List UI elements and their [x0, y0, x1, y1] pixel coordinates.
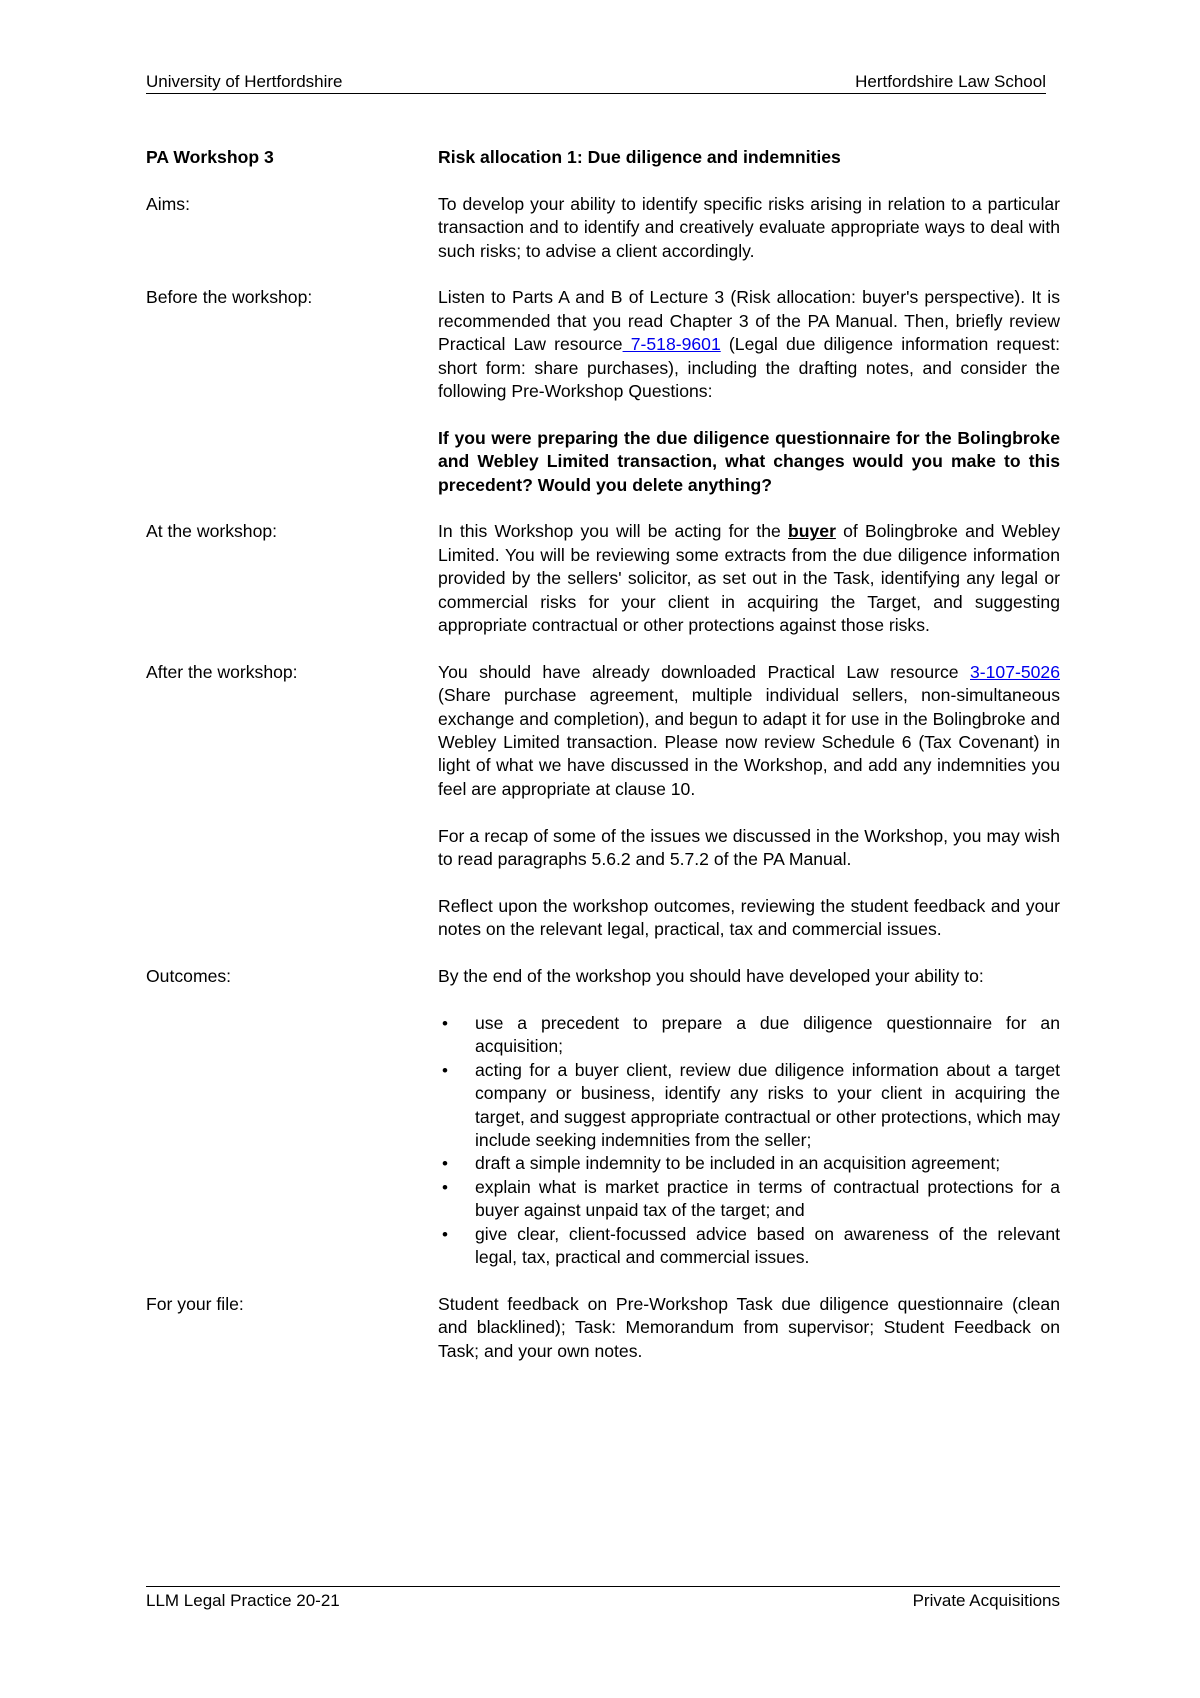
outcomes-intro: By the end of the workshop you should have developed your ability to: — [438, 966, 984, 987]
before-label: Before the workshop: — [146, 287, 313, 308]
outcomes-list — [438, 1012, 1060, 1269]
list-item: • draft a simple indemnity to be included in an acquisition agreement; — [438, 1152, 1060, 1175]
after-label: After the workshop: — [146, 661, 298, 682]
document-body — [146, 146, 1060, 1363]
aims-label: Aims: — [146, 193, 190, 214]
footer-left: LLM Legal Practice 20-21 — [146, 1591, 340, 1610]
aims-row — [146, 193, 1060, 263]
list-item: • give clear, client-focussed advice based on awareness of the relevant legal, tax, practical and commercial issues. — [438, 1223, 1060, 1270]
workshop-label: PA Workshop 3 — [146, 147, 274, 167]
outcomes-content — [438, 965, 1060, 1269]
bullet: • — [442, 1060, 448, 1080]
title-row — [146, 146, 1060, 169]
before-content — [438, 286, 1060, 497]
workshop-heading: Risk allocation 1: Due diligence and indemnities — [438, 147, 841, 167]
at-label: At the workshop: — [146, 521, 278, 542]
at-row — [146, 520, 1060, 637]
list-item: • use a precedent to prepare a due diligence questionnaire for an acquisition; — [438, 1012, 1060, 1059]
after-paragraph: You should have already downloaded Practical Law resource 3-107-5026 (Share purchase agreement, multiple individual sellers, non-simultaneous exchange and completion), and begun to adapt it for use in the Bolingbroke and Webley Limited transaction. Please now review Schedule 6 (Tax Covenant) in light of what we have discussed in the Workshop, and add any indemnities you feel are appropriate at clause 10. — [438, 661, 1060, 799]
pre-workshop-question: If you were preparing the due diligence questionnaire for the Bolingbroke and Webley Limited transaction, what changes would you make to this precedent? Would you delete anything? — [438, 427, 1060, 495]
aims-text: To develop your ability to identify specific risks arising in relation to a particular transaction and to identify and creatively evaluate appropriate ways to deal with such risks; to advise a client accordingly. — [438, 193, 1060, 261]
outcomes-label: Outcomes: — [146, 966, 232, 987]
bullet: • — [442, 1154, 448, 1174]
bullet: • — [442, 1224, 448, 1244]
at-paragraph: In this Workshop you will be acting for the buyer of Bolingbroke and Webley Limited. You will be reviewing some extracts from the due diligence information provided by the sellers' solicitor, as set out in the Task, identifying any legal or commercial risks for your client in acquiring the Target, and suggesting appropriate contractual or other protections against those risks. — [438, 521, 1060, 636]
list-item: • explain what is market practice in terms of contractual protections for a buyer against unpaid tax of the target; and — [438, 1176, 1060, 1223]
page-footer — [146, 1586, 1060, 1613]
outcomes-row — [146, 965, 1060, 1269]
file-text: Student feedback on Pre-Workshop Task due diligence questionnaire (clean and blacklined); Task: Memorandum from supervisor; Student Feedback on Task; and your own notes. — [438, 1293, 1060, 1361]
bullet: • — [442, 1013, 448, 1033]
list-item: • acting for a buyer client, review due diligence information about a target company or business, identify any risks to your client in acquiring the target, and suggest appropriate contractual or other protections, which may include seeking indemnities from the seller; — [438, 1059, 1060, 1153]
reflect-paragraph: Reflect upon the workshop outcomes, reviewing the student feedback and your notes on the relevant legal, practical, tax and commercial issues. — [438, 895, 1060, 940]
before-row — [146, 286, 1060, 497]
header-left: University of Hertfordshire — [146, 72, 343, 91]
resource-link-3-107-5026[interactable]: 3-107-5026 — [970, 661, 1060, 682]
page-header — [146, 72, 1046, 94]
bullet: • — [442, 1177, 448, 1197]
after-content — [438, 661, 1060, 942]
resource-link-7-518-9601[interactable]: 7-518-9601 — [622, 334, 721, 355]
after-row — [146, 661, 1060, 942]
footer-right: Private Acquisitions — [912, 1591, 1060, 1610]
recap-paragraph: For a recap of some of the issues we discussed in the Workshop, you may wish to read paragraphs 5.6.2 and 5.7.2 of the PA Manual. — [438, 825, 1060, 870]
file-label: For your file: — [146, 1293, 244, 1314]
before-paragraph: Listen to Parts A and B of Lecture 3 (Risk allocation: buyer's perspective). It is recommended that you read Chapter 3 of the PA Manual. Then, briefly review Practical Law resource 7-518-9601 (Legal due diligence information request: short form: share purchases), including the drafting notes, and consider the following Pre-Workshop Questions: — [438, 287, 1060, 402]
header-right: Hertfordshire Law School — [855, 72, 1046, 91]
at-content — [438, 520, 1060, 637]
buyer-emphasis: buyer — [788, 521, 836, 542]
file-row — [146, 1293, 1060, 1363]
